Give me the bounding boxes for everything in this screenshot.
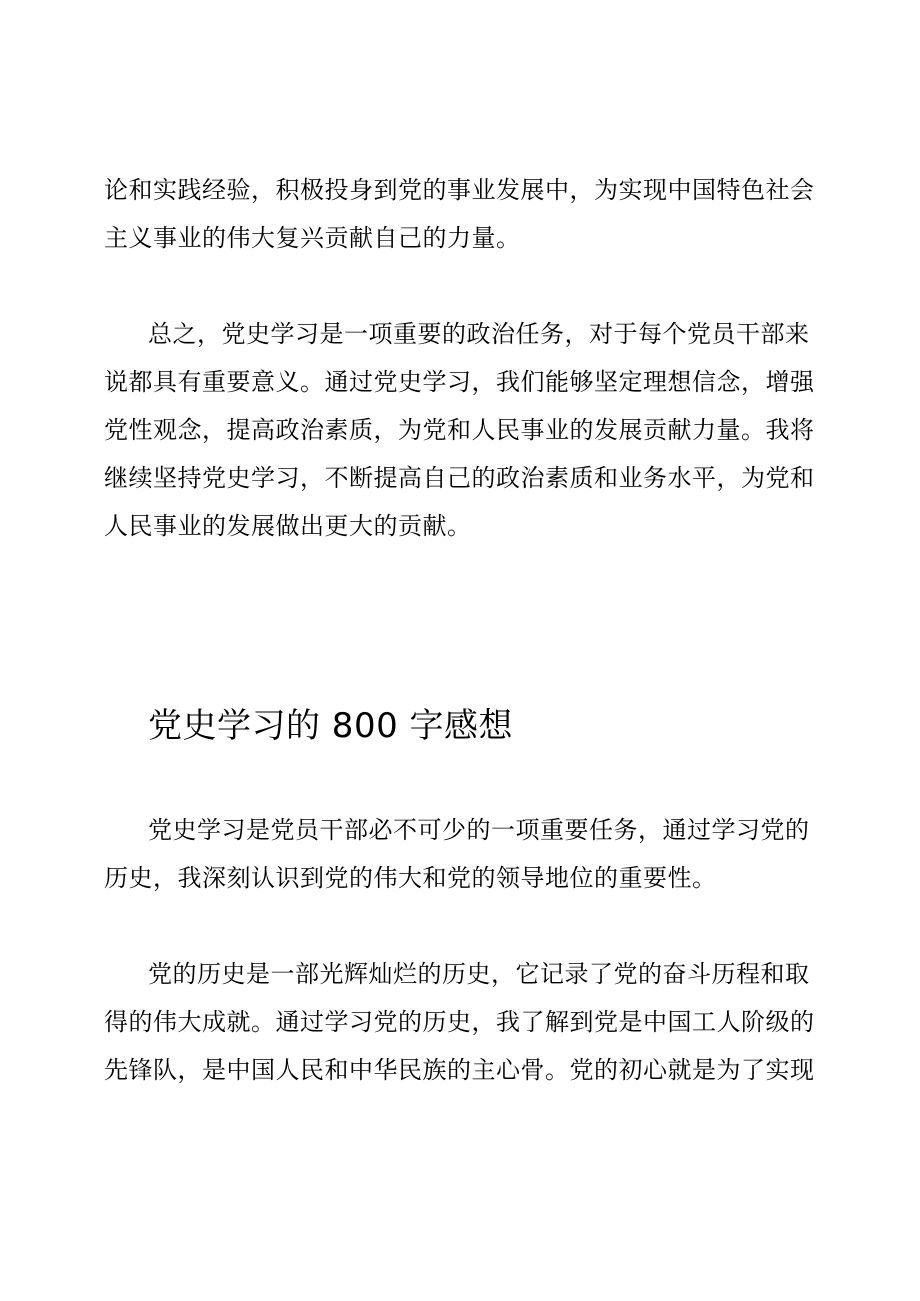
paragraph-conclusion: 总之，党史学习是一项重要的政治任务，对于每个党员干部来说都具有重要意义。通过党史学习，我们能够坚定理想信念，增强党性观念，提高政治素质，为党和人民事业的发展贡献力量。我将继续坚持党史学习，不断提高自己的政治素质和业务水平，为党和人民事业的发展做出更大的贡献。 [104, 320, 815, 540]
paragraph-history: 党的历史是一部光辉灿烂的历史，它记录了党的奋斗历程和取得的伟大成就。通过学习党的历史，我了解到党是中国工人阶级的先锋队，是中国人民和中华民族的主心骨。党的初心就是为了实现 [104, 960, 815, 1084]
paragraph-intro: 党史学习是党员干部必不可少的一项重要任务，通过学习党的历史，我深刻认识到党的伟大和党的领导地位的重要性。 [104, 816, 810, 892]
paragraph-continuation: 论和实践经验，积极投身到党的事业发展中，为实现中国特色社会主义事业的伟大复兴贡献自己的力量。 [104, 176, 815, 252]
section-title: 党史学习的 800 字感想 [148, 706, 514, 746]
